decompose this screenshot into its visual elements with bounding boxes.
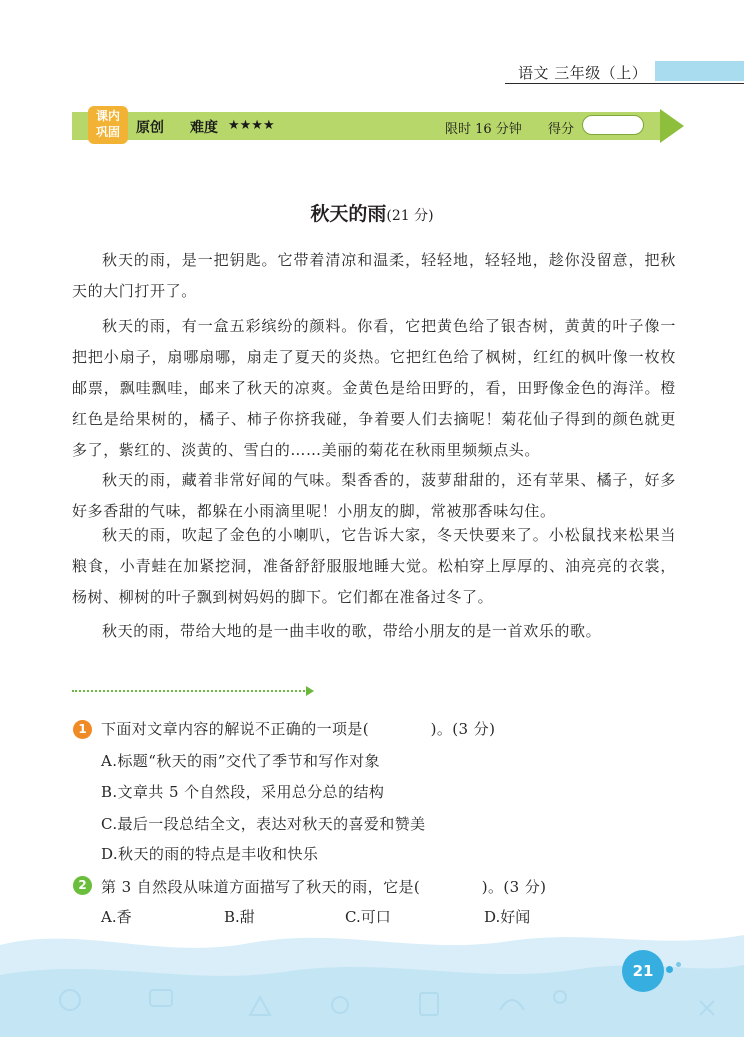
time-limit: 限时 16 分钟 xyxy=(445,122,522,137)
subject-grade-label: 语文 三年级（上） xyxy=(518,64,648,82)
section-badge xyxy=(88,106,128,144)
banner-arrow-tip xyxy=(660,109,684,143)
passage-title-text: 秋天的雨 xyxy=(310,203,387,225)
dotted-divider xyxy=(72,690,308,692)
question-2-option-d[interactable]: D.好闻 xyxy=(484,908,531,926)
question-1-option-d[interactable]: D.秋天的雨的特点是丰收和快乐 xyxy=(101,845,319,863)
passage-title xyxy=(0,199,744,226)
divider-arrow-icon xyxy=(306,686,314,696)
question-2-option-b[interactable]: B.甜 xyxy=(224,908,255,926)
score-label: 得分 xyxy=(548,122,575,137)
decor-dot-small xyxy=(676,962,681,967)
page-number-badge: 21 xyxy=(622,950,664,992)
question-2-option-c[interactable]: C.可口 xyxy=(345,908,391,926)
question-2-number: 2 xyxy=(73,876,92,895)
badge-line-2: 巩固 xyxy=(95,125,120,139)
paragraph-4: 秋天的雨，吹起了金色的小喇叭，它告诉大家，冬天快要来了。小松鼠找来松果当粮食，小青蛙在加紧挖洞，准备舒舒服服地睡大觉。松柏穿上厚厚的、油亮亮的衣裳，杨树、柳树的叶子飘到树妈妈的脚下。它们都在准备过冬了。 xyxy=(72,526,676,606)
paragraph-3: 秋天的雨，藏着非常好闻的气味。梨香香的，菠萝甜甜的，还有苹果、橘子，好多好多香甜的气味，都躲在小雨滴里呢！小朋友的脚，常被那香味勾住。 xyxy=(72,471,676,520)
decor-dot xyxy=(666,966,673,973)
paragraph-5: 秋天的雨，带给大地的是一曲丰收的歌，带给小朋友的是一首欢乐的歌。 xyxy=(102,622,602,640)
question-1-option-c[interactable]: C.最后一段总结全文，表达对秋天的喜爱和赞美 xyxy=(101,815,426,833)
header-accent-bar xyxy=(655,61,744,81)
question-1-option-a[interactable]: A.标题“秋天的雨”交代了季节和写作对象 xyxy=(101,752,380,770)
section-banner xyxy=(72,109,684,143)
question-2-text: 第 3 自然段从味道方面描写了秋天的雨，它是( )。(3 分) xyxy=(101,878,547,896)
paragraph-2: 秋天的雨，有一盒五彩缤纷的颜料。你看，它把黄色给了银杏树，黄黄的叶子像一把把小扇子，扇哪扇哪，扇走了夏天的炎热。它把红色给了枫树，红红的枫叶像一枚枚邮票，飘哇飘哇，邮来了秋天的凉爽。金黄色是给田野的，看，田野像金色的海洋。橙红色是给果树的，橘子、柿子你挤我碰，争着要人们去摘呢！菊花仙子得到的颜色就更多了，紫红的、淡黄的、雪白的……美丽的菊花在秋雨里频频点头。 xyxy=(72,317,676,459)
question-1-number: 1 xyxy=(73,720,92,739)
difficulty-label: 难度 xyxy=(190,120,218,136)
original-label: 原创 xyxy=(136,120,164,136)
question-1-option-b[interactable]: B.文章共 5 个自然段，采用总分总的结构 xyxy=(101,783,385,801)
question-2-option-a[interactable]: A.香 xyxy=(101,908,132,926)
header-rule xyxy=(505,83,744,84)
difficulty-stars: ★★★★ xyxy=(228,118,275,133)
paragraph-1: 秋天的雨，是一把钥匙。它带着清凉和温柔，轻轻地，轻轻地，趁你没留意，把秋天的大门打开了。 xyxy=(72,251,676,300)
question-1-text: 下面对文章内容的解说不正确的一项是( )。(3 分) xyxy=(101,720,496,738)
passage-points: (21 分) xyxy=(386,208,434,224)
badge-line-1: 课内 xyxy=(95,109,120,123)
score-input-box[interactable] xyxy=(582,115,644,135)
